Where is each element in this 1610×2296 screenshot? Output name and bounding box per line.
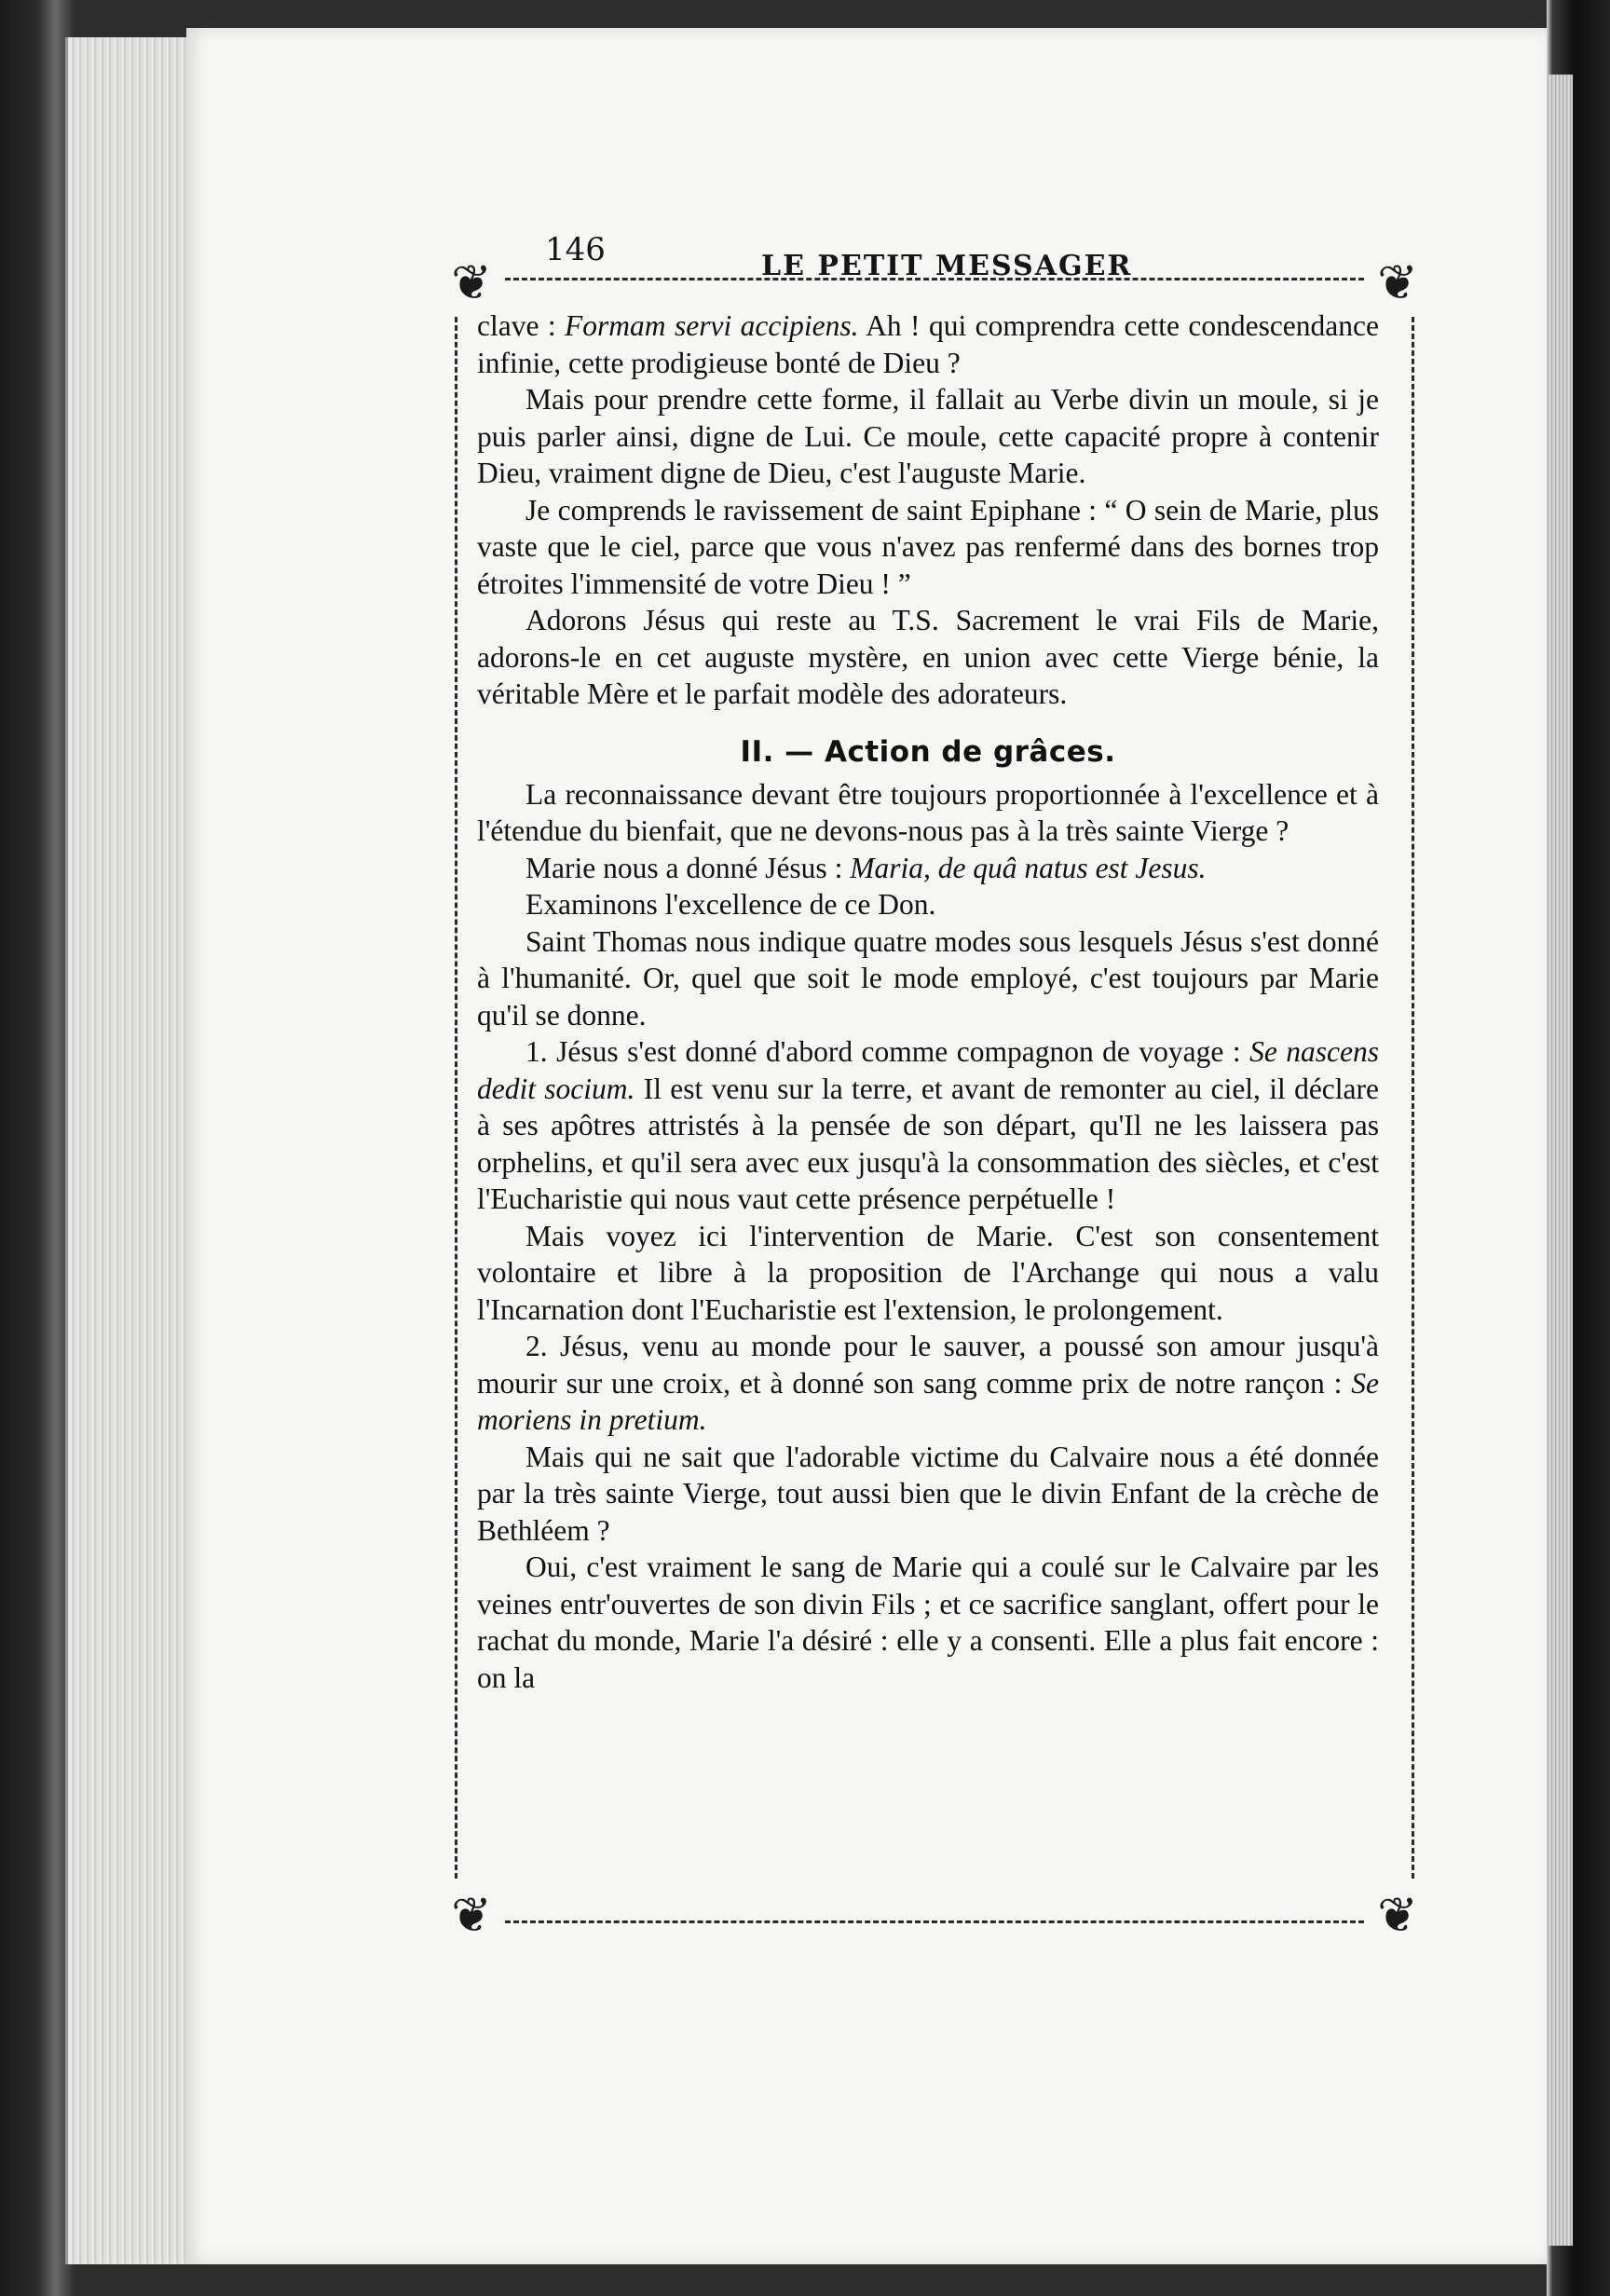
paragraph: clave : Formam servi accipiens. Ah ! qui comprendra cette condescendance infinie, cette prodigieuse bonté de Dieu ? — [477, 309, 1379, 379]
page-number: 146 — [545, 231, 606, 268]
spacer — [477, 713, 1379, 731]
paragraph: Mais pour prendre cette forme, il fallait au Verbe divin un moule, si je puis parler ainsi, digne de Lui. Ce moule, cette capacité propre à contenir Dieu, vraiment digne de Dieu, c'est l'auguste Marie. — [477, 383, 1379, 489]
latin-quote: Maria, de quâ natus est Jesus. — [850, 851, 1207, 884]
corner-fleuron-icon: ❦ — [1377, 1888, 1418, 1944]
corner-fleuron-icon: ❦ — [451, 1888, 492, 1944]
corner-fleuron-icon: ❦ — [451, 255, 492, 311]
paragraph: La reconnaissance devant être toujours proportionnée à l'excellence et à l'étendue du bienfait, que ne devons-nous pas à la très sainte Vierge ? — [477, 777, 1379, 847]
latin-quote: Se moriens in pretium. — [477, 1366, 1379, 1436]
corner-fleuron-icon: ❦ — [1377, 255, 1418, 311]
body-text — [477, 308, 1379, 1696]
page-edges — [65, 37, 198, 2264]
running-title: LE PETIT MESSAGER — [761, 250, 1133, 282]
frame-border-bottom — [505, 1920, 1364, 1923]
paragraph: Oui, c'est vraiment le sang de Marie qui a coulé sur le Calvaire par les veines entr'ouvertes de son divin Fils ; et ce sacrifice sanglant, offert pour le rachat du monde, Marie l'a désiré : elle y a consenti. Elle a plus fait encore : on la — [477, 1551, 1379, 1694]
section-heading: II. — Action de grâces. — [740, 734, 1116, 769]
latin-quote: Formam servi accipiens. — [565, 309, 859, 342]
paragraph: Mais voyez ici l'intervention de Marie. C'est son consentement volontaire et libre à la proposition de l'Archange qui nous a valu l'Incarnation dont l'Eucharistie est l'extension, le prolongement. — [477, 1219, 1379, 1326]
frame-border-left — [455, 317, 457, 1879]
latin-quote: Se nascens dedit socium. — [477, 1035, 1379, 1105]
paragraph: 1. Jésus s'est donné d'abord comme compagnon de voyage : Se nascens dedit socium. Il est venu sur la terre, et avant de remonter au ciel, il déclare à ses apôtres attristés à la pensée de son départ, qu'Il ne les laissera pas orphelins, et qu'il sera avec eux jusqu'à la consommation des siècles, et c'est l'Eucharistie qui nous vaut cette présence perpétuelle ! — [477, 1035, 1379, 1215]
paragraph: Adorons Jésus qui reste au T.S. Sacrement le vrai Fils de Marie, adorons-le en cet auguste mystère, en union avec cette Vierge bénie, la véritable Mère et le parfait modèle des adorateurs. — [477, 604, 1379, 710]
frame-border-top — [505, 278, 1364, 280]
frame-border-right — [1412, 317, 1414, 1879]
paragraph: Marie nous a donné Jésus : Maria, de quâ natus est Jesus. — [525, 851, 1207, 884]
right-page-edges — [1549, 75, 1573, 2246]
paragraph: Mais qui ne sait que l'adorable victime du Calvaire nous a été donnée par la très sainte Vierge, tout aussi bien que le divin Enfant de la crèche de Bethléem ? — [477, 1440, 1379, 1547]
paragraph: Examinons l'excellence de ce Don. — [525, 888, 936, 921]
paragraph: Saint Thomas nous indique quatre modes sous lesquels Jésus s'est donné à l'humanité. Or, quel que soit le mode employé, c'est toujours par Marie qu'il se donne. — [477, 924, 1379, 1032]
paragraph: Je comprends le ravissement de saint Epiphane : “ O sein de Marie, plus vaste que le ciel, parce que vous n'avez pas renfermé dans des bornes trop étroites l'immensité de votre Dieu ! ” — [477, 493, 1379, 600]
paragraph: 2. Jésus, venu au monde pour le sauver, a poussé son amour jusqu'à mourir sur une croix, et à donné son sang comme prix de notre rançon : Se moriens in pretium. — [477, 1330, 1379, 1436]
